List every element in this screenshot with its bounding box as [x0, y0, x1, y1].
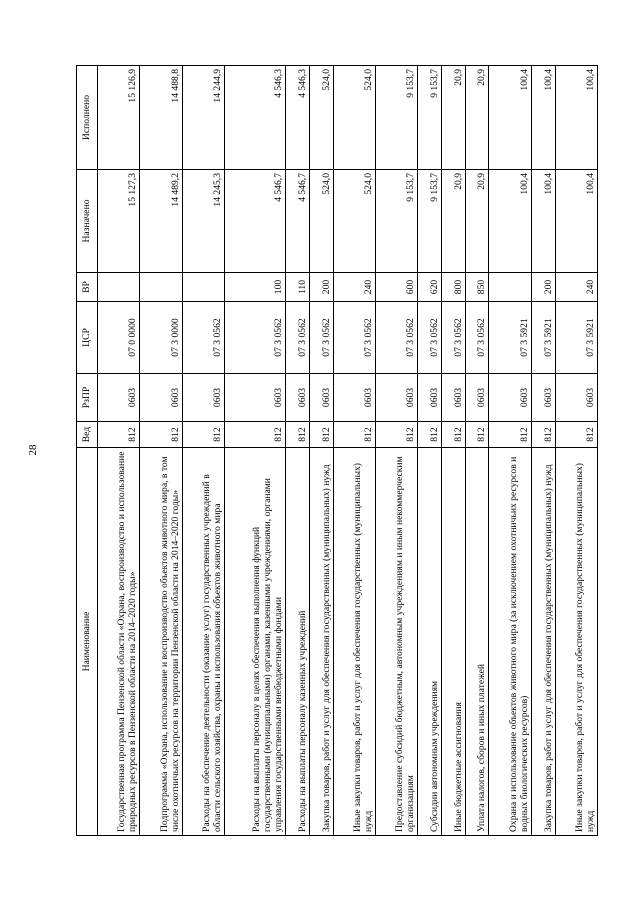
cell-isp: 100,4	[531, 66, 555, 170]
cell-ved: 812	[98, 422, 140, 448]
cell-vr	[182, 273, 224, 302]
cell-nazn: 20,9	[465, 170, 489, 273]
cell-isp: 524,0	[309, 66, 333, 170]
table-row	[465, 66, 489, 836]
cell-ved: 812	[555, 422, 597, 448]
cell-rzpr: 0603	[418, 374, 442, 422]
cell-rzpr: 0603	[98, 374, 140, 422]
table-row	[531, 66, 555, 836]
cell-name: Иные закупки товаров, работ и услуг для обеспечения государственных (муниципальных) нужд	[333, 448, 375, 836]
cell-ved: 812	[489, 422, 531, 448]
table-row	[140, 66, 182, 836]
rotated-table-container	[76, 66, 598, 836]
cell-isp: 100,4	[555, 66, 597, 170]
cell-nazn: 9 153,7	[418, 170, 442, 273]
cell-ved: 812	[375, 422, 417, 448]
header-name: Наименование	[77, 448, 98, 836]
cell-rzpr: 0603	[309, 374, 333, 422]
cell-name: Закупка товаров, работ и услуг для обеспечения государственных (муниципальных) нужд	[309, 448, 333, 836]
cell-ved: 812	[286, 422, 310, 448]
cell-name: Закупка товаров, работ и услуг для обеспечения государственных (муниципальных) нужд	[531, 448, 555, 836]
cell-rzpr: 0603	[225, 374, 286, 422]
table-row	[333, 66, 375, 836]
header-ved: Вед	[77, 422, 98, 448]
cell-csr: 07 3 5921	[555, 302, 597, 374]
cell-csr: 07 0 0000	[98, 302, 140, 374]
cell-name: Охрана и использование объектов животного мира (за исключением охотничьих ресурсов и водных биологических ресурсов)	[489, 448, 531, 836]
cell-csr: 07 3 0562	[286, 302, 310, 374]
cell-vr: 240	[555, 273, 597, 302]
cell-csr: 07 3 5921	[489, 302, 531, 374]
cell-csr: 07 3 0562	[182, 302, 224, 374]
cell-ved: 812	[418, 422, 442, 448]
cell-isp: 4 546,3	[286, 66, 310, 170]
cell-csr: 07 3 0562	[309, 302, 333, 374]
table-row	[309, 66, 333, 836]
cell-csr: 07 3 0000	[140, 302, 182, 374]
header-csr: ЦСР	[77, 302, 98, 374]
cell-vr: 110	[286, 273, 310, 302]
cell-isp: 20,9	[465, 66, 489, 170]
cell-nazn: 14 245,3	[182, 170, 224, 273]
cell-ved: 812	[309, 422, 333, 448]
table-header	[77, 66, 98, 836]
header-vr: ВР	[77, 273, 98, 302]
table-row	[182, 66, 224, 836]
header-isp: Исполнено	[77, 66, 98, 170]
cell-vr: 850	[465, 273, 489, 302]
page-number: 28	[27, 444, 39, 456]
header-nazn: Назначено	[77, 170, 98, 273]
cell-isp: 100,4	[489, 66, 531, 170]
cell-rzpr: 0603	[140, 374, 182, 422]
cell-nazn: 524,0	[333, 170, 375, 273]
cell-rzpr: 0603	[531, 374, 555, 422]
cell-nazn: 524,0	[309, 170, 333, 273]
cell-nazn: 100,4	[531, 170, 555, 273]
header-rzpr: РзПР	[77, 374, 98, 422]
cell-vr	[489, 273, 531, 302]
cell-vr	[98, 273, 140, 302]
cell-vr: 240	[333, 273, 375, 302]
cell-ved: 812	[140, 422, 182, 448]
cell-csr: 07 3 0562	[418, 302, 442, 374]
cell-vr: 200	[309, 273, 333, 302]
table-row	[489, 66, 531, 836]
table-row	[442, 66, 466, 836]
cell-nazn: 20,9	[442, 170, 466, 273]
cell-name: Иные бюджетные ассигнования	[442, 448, 466, 836]
cell-ved: 812	[465, 422, 489, 448]
cell-ved: 812	[531, 422, 555, 448]
cell-rzpr: 0603	[555, 374, 597, 422]
cell-csr: 07 3 0562	[333, 302, 375, 374]
cell-nazn: 4 546,7	[225, 170, 286, 273]
cell-vr: 600	[375, 273, 417, 302]
table-row	[225, 66, 286, 836]
cell-isp: 9 153,7	[418, 66, 442, 170]
cell-vr: 620	[418, 273, 442, 302]
cell-name: Расходы на обеспечение деятельности (оказание услуг) государственных учреждений в области сельского хозяйства, охраны и использования объектов животного мира	[182, 448, 224, 836]
budget-table	[76, 65, 598, 836]
table-row	[98, 66, 140, 836]
cell-isp: 14 488,8	[140, 66, 182, 170]
table-body	[98, 66, 598, 836]
cell-csr: 07 3 5921	[531, 302, 555, 374]
cell-nazn: 15 127,3	[98, 170, 140, 273]
cell-name: Государственная программа Пензенской области «Охрана, воспроизводство и использование природных ресурсов в Пензенской области на 2014–2020 годы»	[98, 448, 140, 836]
cell-rzpr: 0603	[375, 374, 417, 422]
cell-nazn: 100,4	[489, 170, 531, 273]
cell-rzpr: 0603	[286, 374, 310, 422]
cell-name: Предоставление субсидий бюджетным, автономным учреждениям и иным некоммерческим организациям	[375, 448, 417, 836]
cell-isp: 20,9	[442, 66, 466, 170]
cell-vr	[140, 273, 182, 302]
cell-nazn: 14 489,2	[140, 170, 182, 273]
cell-isp: 14 244,9	[182, 66, 224, 170]
cell-vr: 800	[442, 273, 466, 302]
cell-name: Уплата налогов, сборов и иных платежей	[465, 448, 489, 836]
table-row	[418, 66, 442, 836]
cell-rzpr: 0603	[182, 374, 224, 422]
cell-name: Расходы на выплаты персоналу в целях обеспечения выполнения функций государственными (муниципальными) органами, казенными учреждениями, органами управления государственными внебюджетными фондами	[225, 448, 286, 836]
cell-nazn: 9 153,7	[375, 170, 417, 273]
cell-rzpr: 0603	[333, 374, 375, 422]
cell-csr: 07 3 0562	[465, 302, 489, 374]
cell-ved: 812	[225, 422, 286, 448]
cell-isp: 524,0	[333, 66, 375, 170]
cell-csr: 07 3 0562	[375, 302, 417, 374]
cell-vr: 200	[531, 273, 555, 302]
cell-name: Субсидии автономным учреждениям	[418, 448, 442, 836]
cell-ved: 812	[182, 422, 224, 448]
cell-nazn: 100,4	[555, 170, 597, 273]
cell-rzpr: 0603	[465, 374, 489, 422]
cell-isp: 4 546,3	[225, 66, 286, 170]
cell-ved: 812	[442, 422, 466, 448]
cell-rzpr: 0603	[489, 374, 531, 422]
cell-vr: 100	[225, 273, 286, 302]
cell-name: Иные закупки товаров, работ и услуг для обеспечения государственных (муниципальных) нужд	[555, 448, 597, 836]
cell-csr: 07 3 0562	[225, 302, 286, 374]
table-row	[555, 66, 597, 836]
cell-ved: 812	[333, 422, 375, 448]
cell-rzpr: 0603	[442, 374, 466, 422]
table-row	[286, 66, 310, 836]
cell-csr: 07 3 0562	[442, 302, 466, 374]
header-row	[77, 66, 98, 836]
cell-name: Расходы на выплаты персоналу казенных учреждений	[286, 448, 310, 836]
table-row	[375, 66, 417, 836]
cell-name: Подпрограмма «Охрана, использование и воспроизводство объектов животного мира, в том числе охотничьих ресурсов на территории Пензенской области на 2014–2020 годы»	[140, 448, 182, 836]
cell-nazn: 4 546,7	[286, 170, 310, 273]
cell-isp: 15 126,9	[98, 66, 140, 170]
cell-isp: 9 153,7	[375, 66, 417, 170]
